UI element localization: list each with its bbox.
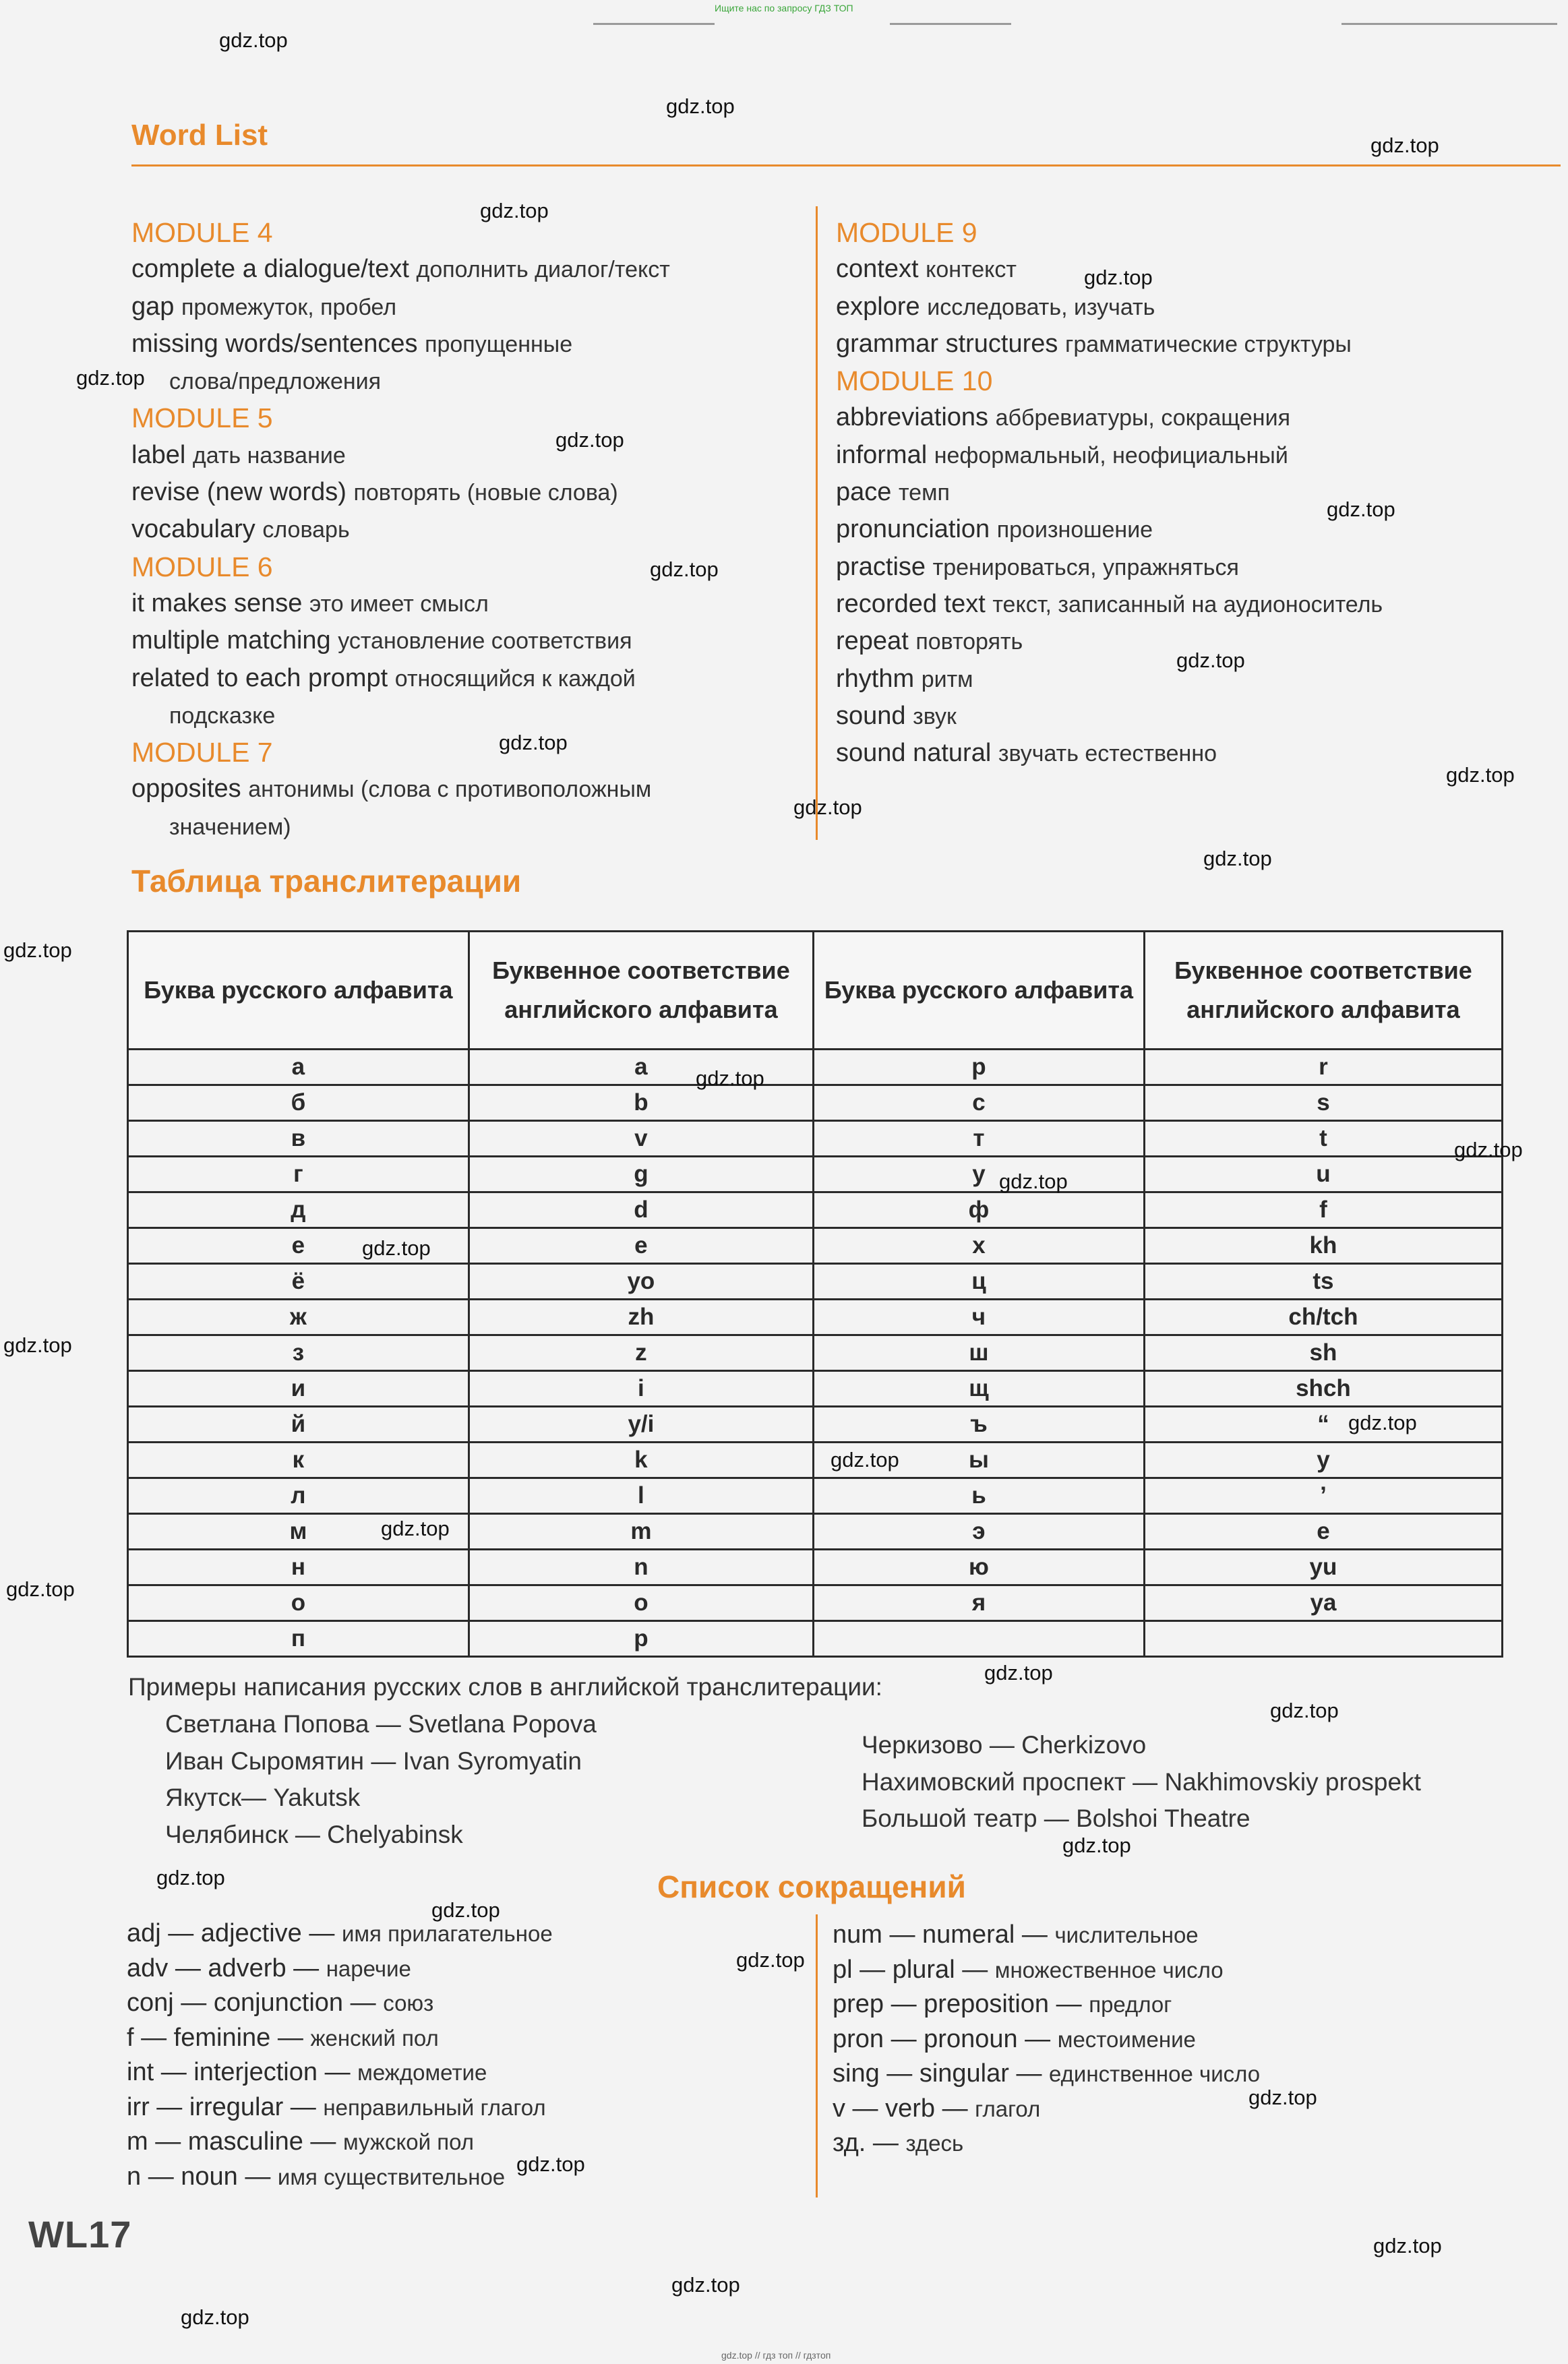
table-cell: n [469, 1550, 813, 1585]
table-row [128, 1621, 1503, 1657]
bottom-note: gdz.top // гдз топ // гдзтоп [721, 2350, 831, 2361]
table-cell: r [1144, 1050, 1502, 1085]
abbr-entry [127, 2125, 553, 2160]
word-entry [131, 660, 799, 697]
term: sound [836, 701, 906, 730]
table-cell: ю [814, 1550, 1145, 1585]
watermark: gdz.top [831, 1448, 899, 1472]
translation: контекст [926, 257, 1017, 283]
table-cell: kh [1144, 1228, 1502, 1264]
translation: установление соответствия [338, 628, 632, 655]
watermark: gdz.top [181, 2305, 249, 2329]
abbr-entry [127, 2021, 553, 2056]
abbr-translation: глагол [975, 2096, 1041, 2121]
table-cell: i [469, 1371, 813, 1407]
table-cell: “ [1144, 1407, 1502, 1443]
table-cell: р [814, 1050, 1145, 1085]
abbr-translation: множественное число [994, 1957, 1224, 1982]
abbr-translation: числительное [1054, 1922, 1199, 1947]
module-heading: MODULE 6 [131, 551, 273, 582]
abbr-term: pl — plural — [833, 1955, 988, 1984]
table-cell [814, 1621, 1145, 1657]
term: revise (new words) [131, 478, 346, 507]
watermark: gdz.top [1176, 648, 1245, 672]
table-row [128, 1050, 1503, 1085]
term: related to each prompt [131, 663, 388, 692]
term: pace [836, 478, 892, 507]
table-cell: z [469, 1335, 813, 1371]
abbr-entry [127, 1986, 553, 2021]
translation: звук [913, 703, 957, 729]
table-cell: b [469, 1085, 813, 1121]
table-cell: с [814, 1085, 1145, 1121]
table-cell: y [1144, 1443, 1502, 1478]
watermark: gdz.top [793, 795, 862, 819]
term: repeat [836, 627, 909, 656]
translation: темп [898, 480, 950, 506]
table-cell: v [469, 1121, 813, 1157]
word-entry [131, 474, 799, 511]
abbr-entry [127, 2055, 553, 2090]
abbr-translation: междометие [357, 2060, 487, 2085]
term: opposites [131, 775, 241, 804]
translation: дать название [192, 442, 346, 468]
example-line: Светлана Попова — Svetlana Popova [165, 1710, 597, 1738]
watermark: gdz.top [1373, 2234, 1442, 2257]
abbr-entry [833, 1953, 1260, 1988]
module-heading: MODULE 4 [131, 217, 273, 248]
table-cell: ф [814, 1192, 1145, 1228]
abbr-term: n — noun — [127, 2162, 271, 2191]
example-line: Черкизово — Cherkizovo [862, 1731, 1147, 1759]
watermark: gdz.top [1062, 1833, 1131, 1857]
watermark: gdz.top [984, 1661, 1053, 1685]
watermark: gdz.top [219, 28, 288, 52]
transliteration-table [127, 930, 1503, 1658]
term: complete a dialogue/text [131, 255, 409, 284]
word-entry-continuation [131, 363, 799, 400]
table-cell: f [1144, 1192, 1502, 1228]
translation: пропущенные [425, 331, 573, 357]
header-cell: Буква русского алфавита [128, 932, 469, 1050]
table-cell: ya [1144, 1585, 1502, 1621]
table-cell: г [128, 1157, 469, 1192]
translation: звучать естественно [998, 741, 1217, 767]
watermark: gdz.top [6, 1577, 75, 1601]
table-cell: ц [814, 1264, 1145, 1300]
watermark: gdz.top [1270, 1699, 1339, 1722]
table-cell: yu [1144, 1550, 1502, 1585]
watermark: gdz.top [999, 1170, 1068, 1193]
abbr-translation: местоимение [1057, 2026, 1196, 2052]
table-row [128, 1300, 1503, 1335]
term: sound natural [836, 739, 992, 768]
translit-title: Таблица транслитерации [131, 863, 522, 899]
abbr-translation: единственное число [1049, 2061, 1261, 2086]
table-cell: yo [469, 1264, 813, 1300]
term: label [131, 440, 186, 469]
table-row [128, 1443, 1503, 1478]
module-heading: MODULE 9 [836, 217, 977, 248]
translation: грамматические структуры [1064, 331, 1352, 357]
table-row [128, 1550, 1503, 1585]
example-line: Нахимовский проспект — Nakhimovskiy prospekt [862, 1767, 1421, 1796]
term: pronunciation [836, 515, 990, 544]
table-cell: е [128, 1228, 469, 1264]
abbr-translation: здесь [905, 2131, 964, 2156]
watermark: gdz.top [3, 1333, 72, 1357]
abbr-term: pron — pronoun — [833, 2024, 1051, 2053]
example-line: Иван Сыромятин — Ivan Syromyatin [165, 1747, 582, 1775]
title-rule [131, 164, 1561, 166]
table-cell: m [469, 1514, 813, 1550]
table-cell: k [469, 1443, 813, 1478]
term: grammar structures [836, 329, 1058, 358]
module-heading: MODULE 7 [131, 737, 273, 768]
abbr-translation: неправильный глагол [323, 2094, 546, 2120]
table-row [128, 1192, 1503, 1228]
watermark: gdz.top [1370, 133, 1439, 157]
top-rule [890, 23, 1011, 25]
examples-right [862, 1727, 1421, 1838]
word-entry [836, 326, 1550, 363]
abbr-title: Список сокращений [657, 1869, 966, 1904]
table-row [128, 1085, 1503, 1121]
word-entry [836, 735, 1550, 772]
table-cell: l [469, 1478, 813, 1514]
translation: текст, записанный на аудионоситель [992, 591, 1383, 617]
table-cell: з [128, 1335, 469, 1371]
term: context [836, 255, 919, 284]
word-list-left-column [131, 214, 799, 845]
translation: промежуток, пробел [181, 294, 397, 320]
term: it makes sense [131, 588, 303, 617]
table-cell: y/i [469, 1407, 813, 1443]
word-entry [131, 437, 799, 474]
word-entry [836, 511, 1550, 548]
translation: дополнить диалог/текст [416, 257, 670, 283]
table-cell: a [469, 1050, 813, 1085]
watermark: gdz.top [1446, 763, 1515, 787]
table-cell: t [1144, 1121, 1502, 1157]
table-cell: ы [814, 1443, 1145, 1478]
watermark: gdz.top [666, 94, 735, 118]
watermark: gdz.top [381, 1517, 450, 1540]
translation: повторять (новые слова) [353, 480, 618, 506]
table-cell: e [1144, 1514, 1502, 1550]
term: rhythm [836, 664, 915, 693]
table-cell: d [469, 1192, 813, 1228]
watermark: gdz.top [480, 199, 549, 222]
table-cell: p [469, 1621, 813, 1657]
term: missing words/sentences [131, 329, 418, 358]
header-cell: Буква русского алфавита [814, 932, 1145, 1050]
abbr-term: adv — adverb — [127, 1953, 320, 1982]
translation: произношение [996, 517, 1153, 543]
table-cell: в [128, 1121, 469, 1157]
table-cell: ч [814, 1300, 1145, 1335]
term: gap [131, 292, 175, 321]
word-entry [131, 251, 799, 288]
term: informal [836, 440, 928, 469]
translation: неформальный, неофициальный [934, 442, 1288, 468]
term: vocabulary [131, 515, 255, 544]
abbr-entry [833, 1918, 1260, 1953]
table-cell: ъ [814, 1407, 1145, 1443]
table-cell: e [469, 1228, 813, 1264]
watermark: gdz.top [1203, 847, 1272, 870]
table-cell: й [128, 1407, 469, 1443]
table-cell: shch [1144, 1371, 1502, 1407]
abbr-entry [127, 2160, 553, 2195]
word-entry [836, 698, 1550, 735]
table-cell: м [128, 1514, 469, 1550]
table-cell: у [814, 1157, 1145, 1192]
table-cell: а [128, 1050, 469, 1085]
table-row [128, 1585, 1503, 1621]
table-cell: ь [814, 1478, 1145, 1514]
table-cell: т [814, 1121, 1145, 1157]
table-cell: ch/tch [1144, 1300, 1502, 1335]
term: multiple matching [131, 626, 331, 655]
term: explore [836, 292, 920, 321]
word-entry [836, 399, 1550, 436]
abbr-term: v — verb — [833, 2094, 968, 2123]
term: abbreviations [836, 403, 989, 432]
translation: относящийся к каждой [394, 665, 636, 692]
module-heading: MODULE 5 [131, 402, 273, 434]
abbr-entry [127, 2090, 553, 2125]
top-rule [593, 23, 715, 25]
abbr-divider [816, 1914, 818, 2198]
header-cell: Буквенное соответствие английского алфавита [469, 932, 813, 1050]
translation: ритм [921, 666, 973, 692]
watermark: gdz.top [76, 366, 145, 390]
abbr-entry [127, 1951, 553, 1987]
header-cell: Буквенное соответствие английского алфавита [1144, 932, 1502, 1050]
translation: это имеет смысл [309, 590, 489, 617]
translation: тренироваться, упражняться [932, 554, 1239, 580]
page-title: Word List [131, 119, 268, 152]
word-entry [131, 289, 799, 326]
table-cell: ж [128, 1300, 469, 1335]
top-rule [1341, 23, 1557, 25]
watermark: gdz.top [3, 938, 72, 962]
table-cell: щ [814, 1371, 1145, 1407]
watermark: gdz.top [516, 2152, 585, 2176]
abbr-term: зд. — [833, 2129, 899, 2157]
example-line: Якутск— Yakutsk [165, 1784, 361, 1811]
watermark: gdz.top [156, 1866, 225, 1889]
abbr-term: adj — adjective — [127, 1919, 335, 1947]
examples-intro: Примеры написания русских слов в английской транслитерации: [128, 1673, 882, 1701]
abbr-term: num — numeral — [833, 1920, 1048, 1949]
word-entry [836, 289, 1550, 326]
table-cell: sh [1144, 1335, 1502, 1371]
abbr-translation: имя прилагательное [341, 1921, 553, 1946]
table-row [128, 1121, 1503, 1157]
watermark: gdz.top [1327, 497, 1395, 521]
table-cell: д [128, 1192, 469, 1228]
watermark: gdz.top [1454, 1138, 1523, 1161]
watermark: gdz.top [696, 1066, 764, 1090]
abbr-term: sing — singular — [833, 2059, 1042, 2088]
abbr-translation: наречие [326, 1956, 411, 1981]
abbr-translation: союз [383, 1991, 434, 2016]
table-cell: к [128, 1443, 469, 1478]
table-cell: х [814, 1228, 1145, 1264]
example-line: Челябинск — Chelyabinsk [165, 1820, 463, 1848]
watermark: gdz.top [736, 1948, 805, 1972]
abbr-right-column [833, 1918, 1260, 2161]
table-cell: ё [128, 1264, 469, 1300]
module-heading: MODULE 10 [836, 365, 993, 397]
word-entry [836, 586, 1550, 623]
word-entry [131, 585, 799, 622]
table-cell: ’ [1144, 1478, 1502, 1514]
abbr-term: conj — conjunction — [127, 1989, 376, 2017]
watermark: gdz.top [555, 428, 624, 452]
watermark: gdz.top [650, 557, 719, 581]
watermark: gdz.top [362, 1236, 431, 1260]
word-entry-continuation [131, 808, 799, 845]
table-row [128, 1514, 1503, 1550]
word-entry [131, 622, 799, 659]
page-number: WL17 [28, 2213, 132, 2255]
abbr-entry [833, 1987, 1260, 2022]
table-cell: б [128, 1085, 469, 1121]
translation: подсказке [169, 702, 276, 729]
table-cell: s [1144, 1085, 1502, 1121]
translation: антонимы (слова с противоположным [248, 777, 652, 803]
abbr-translation: имя существительное [277, 2164, 506, 2189]
word-entry [131, 326, 799, 363]
table-cell: л [128, 1478, 469, 1514]
word-entry [836, 549, 1550, 586]
table-cell: zh [469, 1300, 813, 1335]
translation: исследовать, изучать [927, 294, 1155, 320]
translation: аббревиатуры, сокращения [995, 405, 1290, 431]
table-row [128, 1335, 1503, 1371]
word-list-right-column [836, 214, 1550, 772]
table-cell: и [128, 1371, 469, 1407]
table-cell: u [1144, 1157, 1502, 1192]
examples-left [165, 1706, 597, 1853]
table-cell: п [128, 1621, 469, 1657]
term: practise [836, 552, 926, 581]
abbr-translation: женский пол [310, 2025, 439, 2051]
table-row [128, 1264, 1503, 1300]
abbr-term: m — masculine — [127, 2127, 336, 2156]
watermark: gdz.top [1248, 2086, 1317, 2109]
table-cell: э [814, 1514, 1145, 1550]
column-divider [816, 206, 818, 840]
abbr-left-column [127, 1916, 553, 2194]
word-entry [131, 511, 799, 548]
abbr-term: irr — irregular — [127, 2092, 316, 2121]
top-note: Ищите нас по запросу ГДЗ ТОП [715, 3, 853, 13]
table-row [128, 1228, 1503, 1264]
watermark: gdz.top [431, 1898, 500, 1922]
word-entry [131, 770, 799, 808]
word-entry [836, 474, 1550, 511]
translation: повторять [915, 629, 1023, 655]
word-entry [836, 437, 1550, 474]
table-row [128, 1407, 1503, 1443]
table-row [128, 1478, 1503, 1514]
term: recorded text [836, 589, 986, 618]
translation: словарь [262, 517, 350, 543]
table-cell: о [128, 1585, 469, 1621]
example-line: Большой театр — Bolshoi Theatre [862, 1805, 1250, 1832]
abbr-term: int — interjection — [127, 2058, 351, 2086]
watermark: gdz.top [1084, 266, 1153, 289]
abbr-entry [833, 2092, 1260, 2127]
watermark: gdz.top [671, 2273, 740, 2297]
table-cell: g [469, 1157, 813, 1192]
abbr-term: f — feminine — [127, 2023, 303, 2052]
watermark: gdz.top [499, 731, 568, 754]
abbr-translation: предлог [1089, 1992, 1172, 2017]
table-cell: ш [814, 1335, 1145, 1371]
abbr-term: prep — preposition — [833, 1990, 1082, 2018]
watermark: gdz.top [1348, 1411, 1417, 1434]
table-cell: н [128, 1550, 469, 1585]
table-cell: я [814, 1585, 1145, 1621]
abbr-entry [833, 2022, 1260, 2057]
table-row [128, 1157, 1503, 1192]
word-entry [836, 251, 1550, 288]
table-row [128, 1371, 1503, 1407]
translation: значением) [169, 814, 291, 840]
table-cell: ts [1144, 1264, 1502, 1300]
abbr-entry [833, 2126, 1260, 2161]
translation: слова/предложения [169, 369, 382, 395]
word-entry-continuation [131, 697, 799, 734]
table-cell [1144, 1621, 1502, 1657]
abbr-entry [833, 2057, 1260, 2092]
abbr-translation: мужской пол [342, 2129, 474, 2154]
table-cell: o [469, 1585, 813, 1621]
